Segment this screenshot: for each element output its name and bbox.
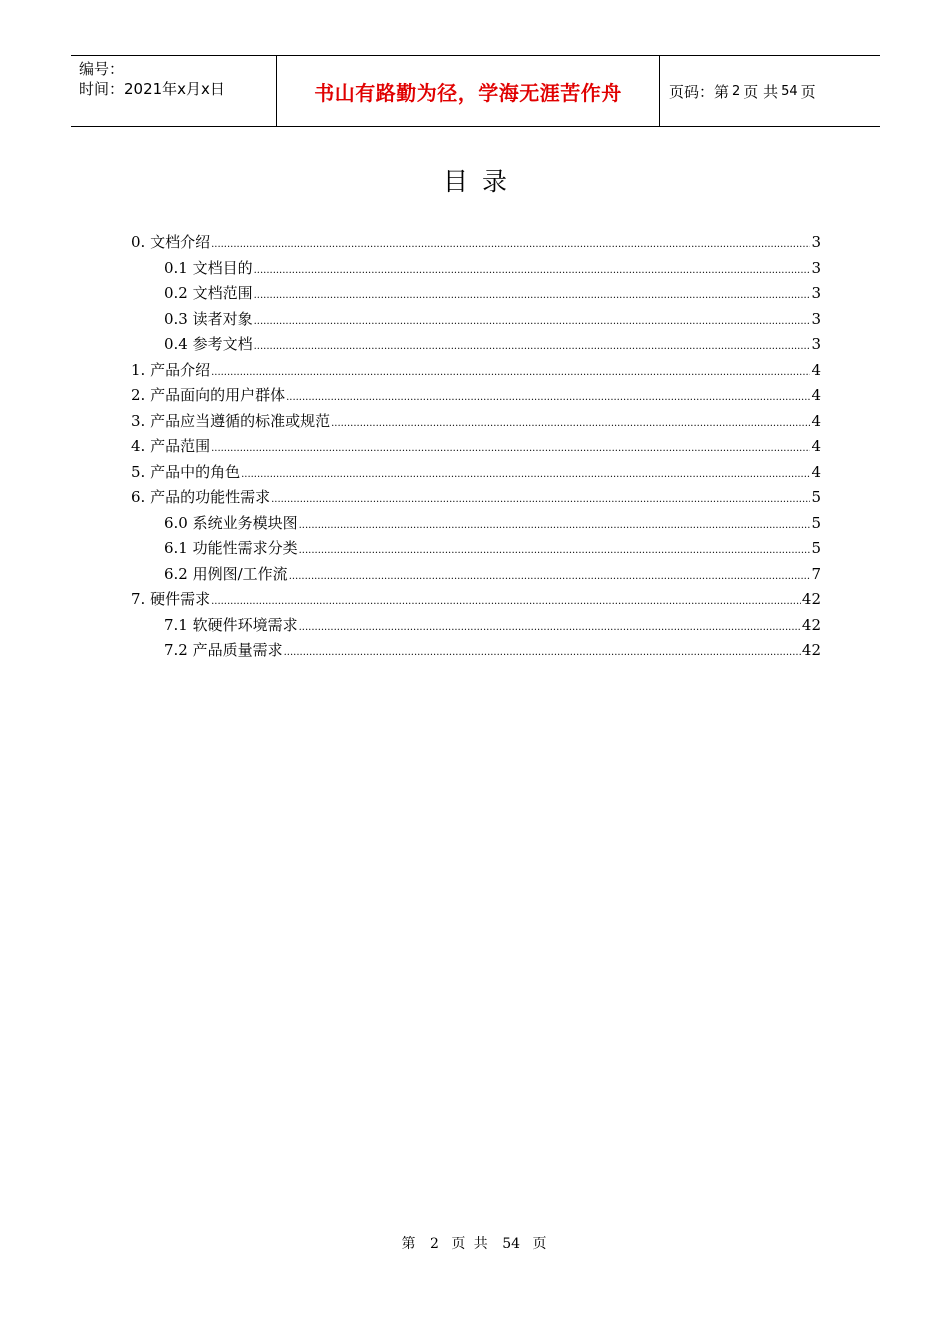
toc-dot-leader: [211, 232, 810, 258]
toc-dot-leader: [289, 564, 811, 590]
footer-suffix: 页: [532, 1236, 549, 1252]
toc-entry-label: 0.3 读者对象: [164, 309, 253, 328]
toc-entry-label: 0.1 文档目的: [164, 258, 253, 277]
toc-entry-label: 6. 产品的功能性需求: [131, 488, 271, 506]
toc-entry-label: 6.1 功能性需求分类: [164, 539, 298, 557]
toc-dot-leader: [299, 538, 811, 564]
toc-dot-leader: [211, 589, 801, 615]
toc-entry-page: 7: [811, 564, 821, 583]
toc-entry[interactable]: [131, 536, 821, 562]
toc-entry-page: 5: [811, 488, 821, 506]
toc-dot-leader: [331, 411, 810, 437]
header-page-total: 54: [781, 83, 798, 99]
page-footer: [0, 1233, 950, 1253]
toc-dot-leader: [254, 334, 811, 360]
toc-entry[interactable]: [131, 562, 821, 588]
toc-dot-leader: [254, 283, 811, 309]
serial-number-label: 编号：: [79, 60, 125, 78]
toc-entry-label: 6.2 用例图/工作流: [164, 564, 288, 583]
toc-entry-page: 42: [801, 590, 821, 608]
toc-dot-leader: [254, 258, 811, 284]
toc-entry[interactable]: [131, 281, 821, 307]
toc-entry-page: 4: [811, 411, 821, 430]
toc-entry-page: 3: [811, 284, 821, 302]
toc-entry-page: 4: [811, 462, 821, 481]
footer-mid: 页 共: [451, 1236, 490, 1252]
toc-entry-page: 3: [811, 233, 821, 251]
page-header: [71, 55, 880, 127]
toc-entry[interactable]: [131, 409, 821, 435]
toc-entry[interactable]: [131, 358, 821, 384]
toc-entry[interactable]: [131, 383, 821, 409]
toc-dot-leader: [241, 462, 810, 488]
toc-dot-leader: [271, 487, 810, 513]
toc-entry-label: 5. 产品中的角色: [131, 462, 241, 481]
toc-entry-label: 0.4 参考文档: [164, 335, 253, 353]
toc-dot-leader: [211, 360, 810, 386]
toc-entry-page: 42: [801, 641, 821, 659]
footer-prefix: 第: [401, 1236, 418, 1252]
toc-entry[interactable]: [131, 587, 821, 613]
toc-entry[interactable]: [131, 613, 821, 639]
toc-entry[interactable]: [131, 460, 821, 486]
toc-entry-label: 1. 产品介绍: [131, 360, 211, 379]
toc-entry[interactable]: [131, 511, 821, 537]
toc-entry-label: 7.2 产品质量需求: [164, 641, 283, 659]
toc-entry-page: 4: [811, 386, 821, 404]
toc-entry[interactable]: [131, 230, 821, 256]
header-page-current: 2: [732, 83, 741, 99]
header-page-info: [660, 56, 880, 126]
toc-dot-leader: [286, 385, 810, 411]
toc-entry-label: 0. 文档介绍: [131, 233, 211, 251]
toc-entry[interactable]: [131, 332, 821, 358]
footer-page-current: 2: [429, 1236, 439, 1252]
toc-dot-leader: [299, 513, 811, 539]
toc-title: 目录: [442, 167, 521, 196]
toc-dot-leader: [254, 309, 811, 335]
toc-entry-page: 3: [811, 309, 821, 328]
date-label: 时间：2021年x月x日: [79, 80, 225, 98]
toc-entry-page: 4: [811, 360, 821, 379]
toc-entry-page: 5: [811, 539, 821, 557]
toc-entry-label: 7. 硬件需求: [131, 590, 211, 608]
toc-entry-label: 2. 产品面向的用户群体: [131, 386, 286, 404]
header-meta: [71, 56, 277, 126]
header-motto: 书山有路勤为径，学海无涯苦作舟: [277, 56, 660, 126]
toc-entry[interactable]: [131, 434, 821, 460]
toc-dot-leader: [299, 615, 801, 641]
toc-entry[interactable]: [131, 485, 821, 511]
toc-entry-page: 3: [811, 335, 821, 353]
toc-entry-page: 4: [811, 437, 821, 455]
table-of-contents: [131, 230, 821, 664]
toc-entry-label: 4. 产品范围: [131, 437, 211, 455]
toc-entry-label: 6.0 系统业务模块图: [164, 513, 298, 532]
header-page-prefix: 页码：第: [669, 82, 730, 101]
header-page-mid: 页 共: [743, 82, 779, 101]
toc-entry-page: 3: [811, 258, 821, 277]
toc-dot-leader: [211, 436, 810, 462]
toc-entry-label: 7.1 软硬件环境需求: [164, 615, 298, 634]
toc-entry[interactable]: [131, 256, 821, 282]
toc-entry-label: 3. 产品应当遵循的标准或规范: [131, 411, 331, 430]
footer-page-total: 54: [502, 1236, 521, 1252]
toc-entry-page: 5: [811, 513, 821, 532]
toc-entry[interactable]: [131, 638, 821, 664]
toc-entry[interactable]: [131, 307, 821, 333]
toc-entry-label: 0.2 文档范围: [164, 284, 253, 302]
header-page-suffix: 页: [800, 82, 816, 101]
toc-entry-page: 42: [801, 615, 821, 634]
toc-dot-leader: [284, 640, 801, 666]
